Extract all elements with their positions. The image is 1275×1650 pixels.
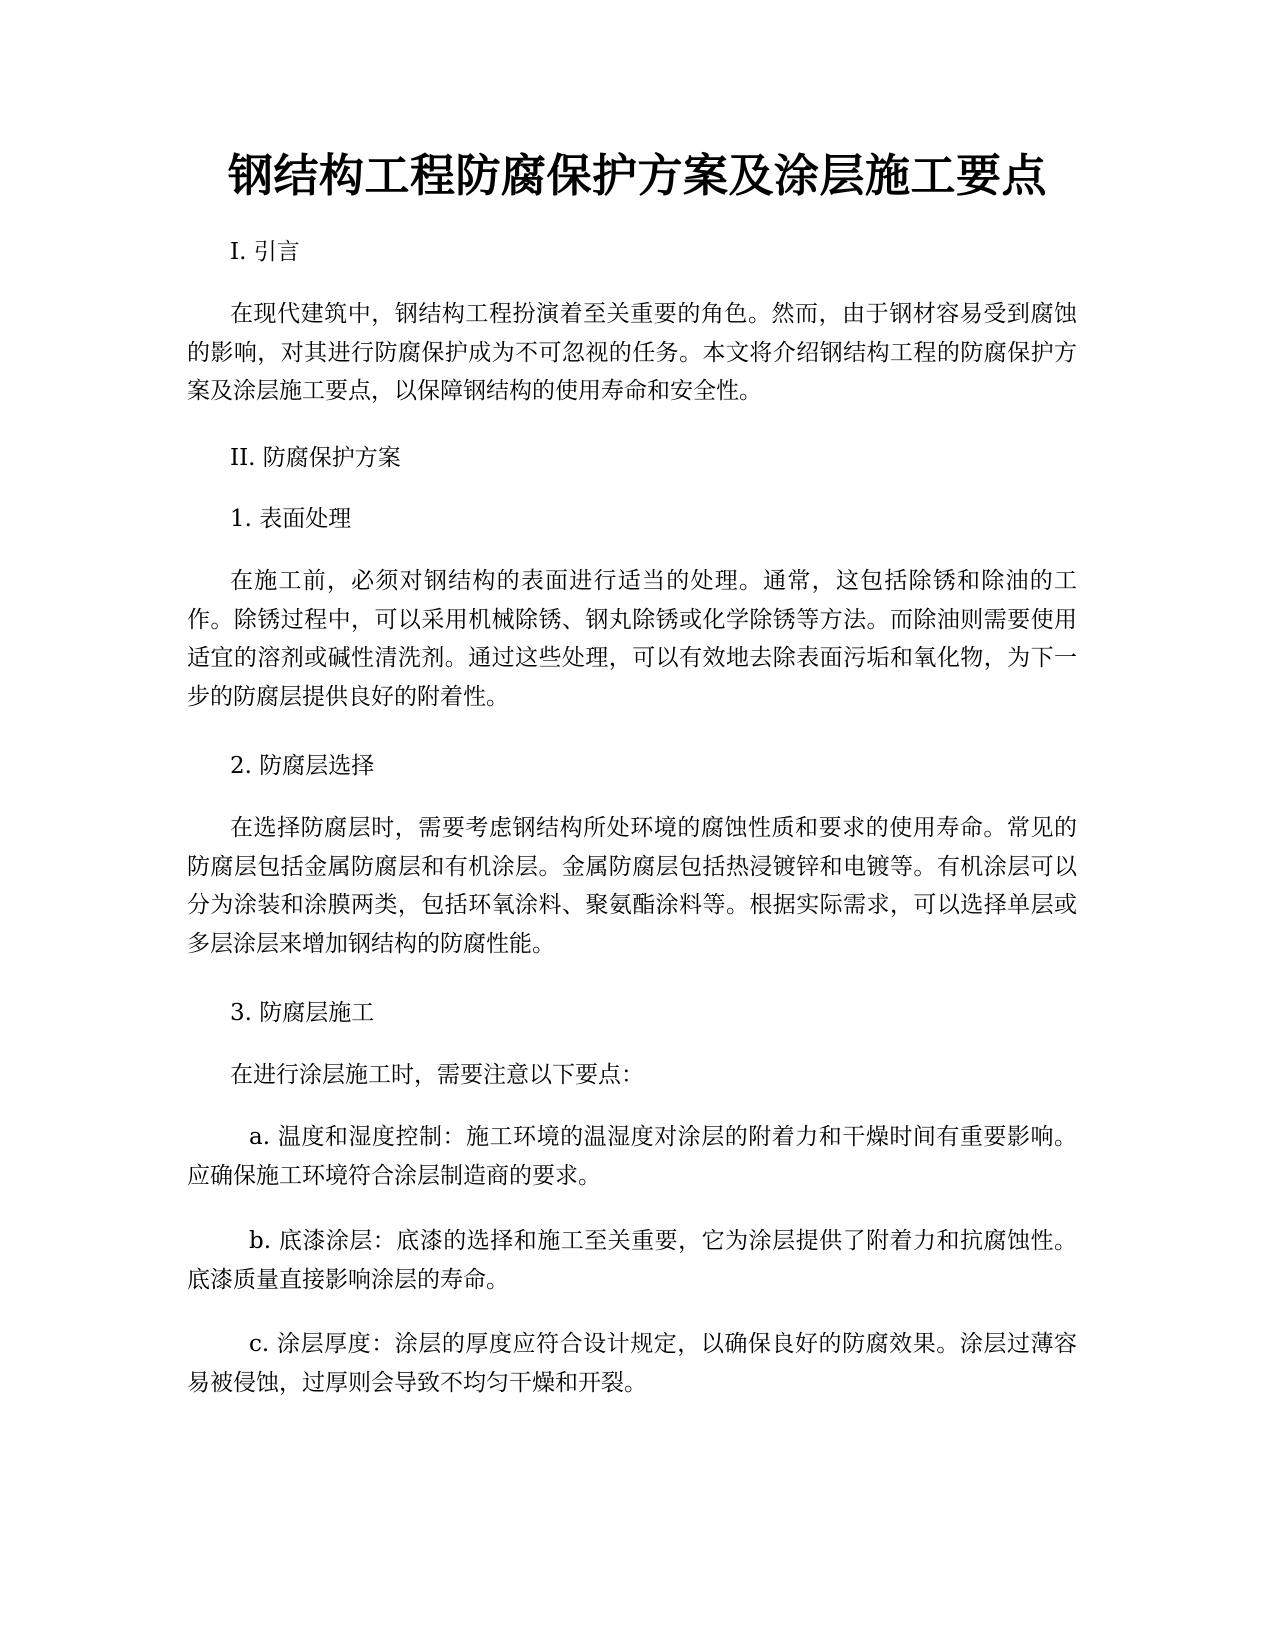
intro-paragraph: 在现代建筑中，钢结构工程扮演着至关重要的角色。然而，由于钢材容易受到腐蚀的影响，对其进行防腐保护成为不可忽视的任务。本文将介绍钢结构工程的防腐保护方案及涂层施工要点，以保障钢结构的使用寿命和安全性。 [187, 301, 1077, 404]
coating-selection-paragraph: 在选择防腐层时，需要考虑钢结构所处环境的腐蚀性质和要求的使用寿命。常见的防腐层包括金属防腐层和有机涂层。金属防腐层包括热浸镀锌和电镀等。有机涂层可以分为涂装和涂膜两类，包括环氧涂料、聚氨酯涂料等。根据实际需求，可以选择单层或多层涂层来增加钢结构的防腐性能。 [187, 815, 1077, 957]
point-a-paragraph: a. 温度和湿度控制：施工环境的温湿度对涂层的附着力和干燥时间有重要影响。应确保施工环境符合涂层制造商的要求。 [187, 1124, 1077, 1189]
coating-application-intro: 在进行涂层施工时，需要注意以下要点： [230, 1062, 644, 1088]
intro-heading: I. 引言 [230, 239, 300, 265]
coating-application-heading: 3. 防腐层施工 [230, 1000, 375, 1026]
surface-treatment-heading: 1. 表面处理 [230, 506, 352, 532]
point-b-paragraph: b. 底漆涂层：底漆的选择和施工至关重要，它为涂层提供了附着力和抗腐蚀性。底漆质量直接影响涂层的寿命。 [187, 1228, 1077, 1293]
surface-treatment-paragraph: 在施工前，必须对钢结构的表面进行适当的处理。通常，这包括除锈和除油的工作。除锈过程中，可以采用机械除锈、钢丸除锈或化学除锈等方法。而除油则需要使用适宜的溶剂或碱性清洗剂。通过这些处理，可以有效地去除表面污垢和氧化物，为下一步的防腐层提供良好的附着性。 [187, 568, 1077, 710]
coating-selection-heading: 2. 防腐层选择 [230, 753, 375, 779]
point-c-paragraph: c. 涂层厚度：涂层的厚度应符合设计规定，以确保良好的防腐效果。涂层过薄容易被侵蚀，过厚则会导致不均匀干燥和开裂。 [187, 1331, 1077, 1396]
document-title: 钢结构工程防腐保护方案及涂层施工要点 [227, 149, 1047, 202]
scheme-heading: II. 防腐保护方案 [230, 445, 401, 471]
